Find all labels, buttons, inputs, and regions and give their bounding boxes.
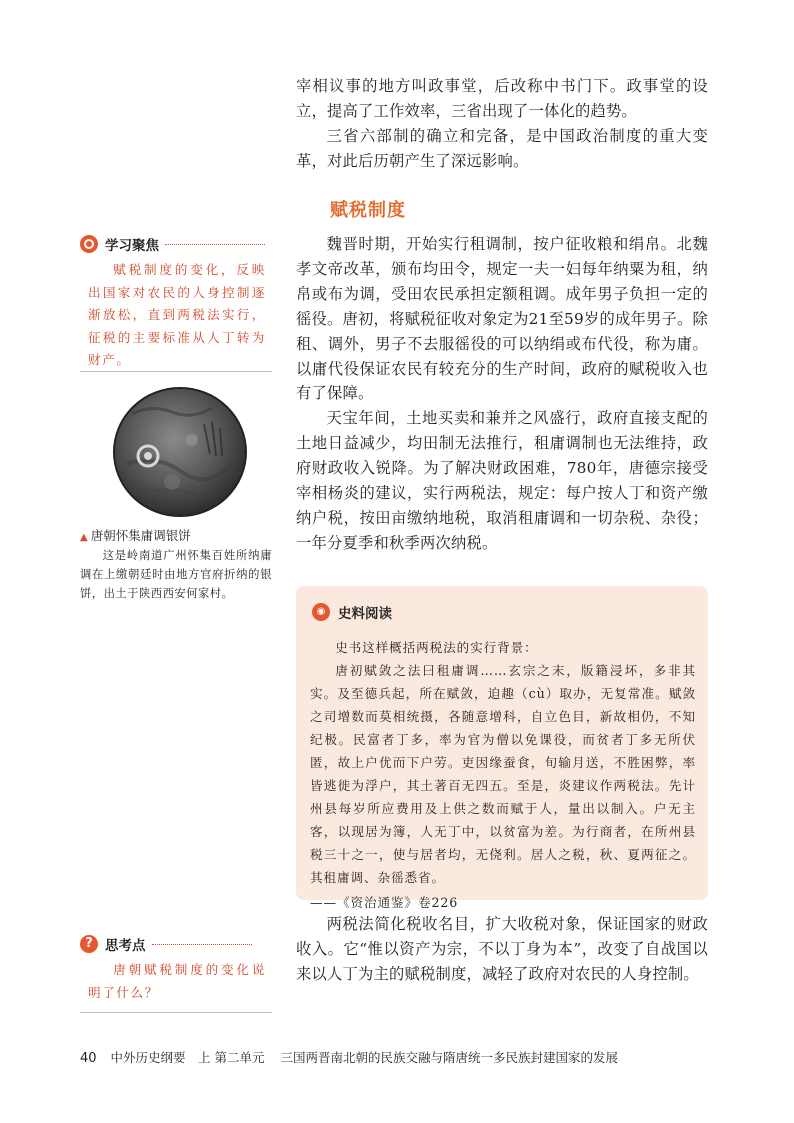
source-reading-header — [312, 602, 392, 622]
main-bottom-text — [296, 912, 708, 987]
source-reading-box — [296, 586, 708, 910]
source-reading-body — [310, 636, 696, 914]
focus-target-icon — [80, 235, 98, 253]
learning-focus-text: 赋税制度的变化，反映出国家对农民的人身控制逐渐放松，直到两税法实行，征税的主要标准从人丁转为财产。 — [88, 262, 266, 368]
triangle-marker-icon: ▲ — [80, 532, 88, 543]
think-point-text: 唐朝赋税制度的变化说明了什么？ — [88, 962, 266, 1000]
sidebar-divider — [80, 1012, 272, 1013]
dotted-divider — [165, 244, 265, 245]
question-icon: ? — [80, 935, 98, 953]
learning-focus-title — [80, 234, 265, 254]
silver-cake-image — [112, 384, 248, 520]
image-caption — [80, 526, 191, 544]
paragraph: 两税法简化税收名目，扩大收税对象，保证国家的财政收入。它“惟以资产为宗，不以丁身为本”，改变了自战国以来以人丁为主的赋税制度，减轻了政府对农民的人身控制。 — [296, 915, 708, 983]
page-number: 40 — [80, 1051, 97, 1066]
think-point-title — [80, 934, 252, 954]
image-description: 这是岭南道广州怀集百姓所纳庸调在上缴朝廷时由地方官府折纳的银饼，出土于陕西西安何家村。 — [80, 549, 272, 600]
source-citation: ——《资治通鉴》卷226 — [310, 895, 459, 910]
image-caption-text: 唐朝怀集庸调银饼 — [90, 528, 191, 543]
paragraph: 魏晋时期，开始实行租调制，按户征收粮和绢帛。北魏孝文帝改革，颁布均田令，规定一夫一妇每年纳粟为租，纳帛或布为调，受田农民承担定额租调。成年男子负担一定的徭役。唐初，将赋税征收对象定为21至59岁的成年男子。除租、调外，男子不去服徭役的可以纳绢或布代役，称为庸。以庸代役保证农民有较充分的生产时间，政府的赋税收入也有了保障。 — [296, 235, 708, 403]
main-mid-text — [296, 232, 708, 556]
unit-label: 第二单元 — [214, 1050, 265, 1065]
think-point-label: 思考点 — [105, 938, 146, 954]
source-intro: 史书这样概括两税法的实行背景： — [335, 640, 538, 655]
source-reading-title: 史料阅读 — [338, 606, 392, 622]
main-top-text — [296, 74, 708, 174]
source-quote: 唐初赋敛之法曰租庸调……玄宗之末，版籍浸坏，多非其实。及至德兵起，所在赋敛，迫趣（cù）取办，无复常准。赋敛之司增数而莫相统摄，各随意增科，自立色目，新故相仍，不知纪极。民富者丁多，率为官为僧以免课役，而贫者丁多无所伏匿，故上户优而下户劳。吏因缘蚕食，旬输月送，不胜困弊，率皆逃徙为浮户，其土著百无四五。至是，炎建议作两税法。先计州县每岁所应费用及上供之数而赋于人，量出以制入。户无主客，以现居为簿，人无丁中，以贫富为差。为行商者，在所州县税三十之一，使与居者均，无侥利。居人之税，秋、夏两征之。其租庸调、杂徭悉省。 — [310, 663, 696, 885]
page-footer — [80, 1048, 618, 1066]
paragraph: 宰相议事的地方叫政事堂，后改称中书门下。政事堂的设立，提高了工作效率，三省出现了一体化的趋势。 — [296, 77, 708, 120]
unit-title: 三国两晋南北朝的民族交融与隋唐统一多民族封建国家的发展 — [280, 1050, 619, 1065]
paragraph: 天宝年间，土地买卖和兼并之风盛行，政府直接支配的土地日益减少，均田制无法推行，租庸调制也无法维持，政府财政收入锐降。为了解决财政困难，780年，唐德宗接受宰相杨炎的建议，实行两税法，规定：每户按人丁和资产缴纳户税，按田亩缴纳地税，取消租庸调和一切杂税、杂役；一年分夏季和秋季两次纳税。 — [296, 409, 708, 552]
paragraph: 三省六部制的确立和完备，是中国政治制度的重大变革，对此后历朝产生了深远影响。 — [296, 126, 708, 170]
book-title: 中外历史纲要 上 — [110, 1050, 211, 1065]
learning-focus-label: 学习聚焦 — [105, 238, 159, 254]
dotted-divider — [152, 944, 252, 945]
section-heading: 赋税制度 — [330, 200, 406, 221]
sidebar-divider — [80, 371, 272, 372]
source-reading-icon: ◉ — [312, 603, 330, 621]
